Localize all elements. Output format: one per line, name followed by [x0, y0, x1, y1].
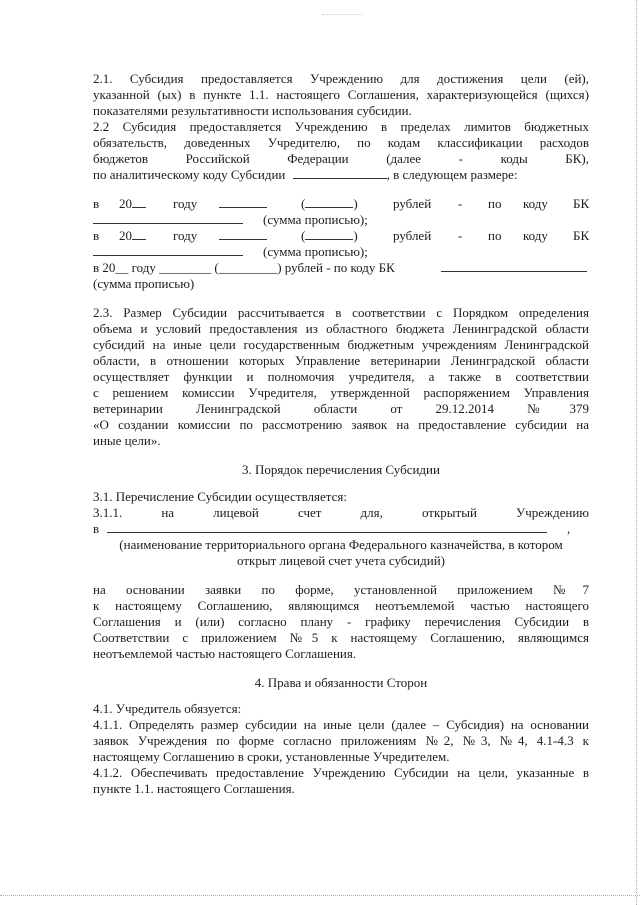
clause-2-3-line-6: с решением комиссии Учредителя, утвержденной распоряжением Управления — [93, 385, 589, 400]
sum-words: (сумма прописью); — [263, 244, 368, 259]
amount-paren: ( ) — [301, 228, 358, 243]
treasury-caption-1: (наименование территориального органа Федерального казначейства, в котором — [119, 537, 563, 552]
year-prefix: 20 — [119, 228, 132, 243]
clause-2-2-line-3: бюджетов Российской Федерации (далее - коды БК), — [93, 151, 589, 166]
clause-4-1: 4.1. Учредитель обязуется: — [93, 701, 242, 716]
clause-2-3-line-7: ветеринарии Ленинградской области от 29.12.2014 №379 — [93, 401, 589, 416]
clause-2-2-line-2: обязательств, доведенных Учредителю, по кодам классификации расходов — [93, 135, 589, 150]
bk-code-blank — [93, 244, 243, 256]
clause-3-body-line-1: на основании заявки по форме, установленной приложением №7 — [93, 582, 589, 597]
amount-digits-blank — [305, 196, 353, 208]
treasury-caption-2: открыт лицевой счет учета субсидий) — [237, 553, 445, 568]
clause-4-1-2-line-2: пункте 1.1. настоящего Соглашения. — [93, 781, 295, 796]
amount-blank — [219, 228, 267, 240]
amount-digits-blank — [305, 228, 353, 240]
clause-3-1: 3.1. Перечисление Субсидии осуществляется: — [93, 489, 347, 504]
rub-word: рублей — [393, 196, 432, 211]
clause-2-3-line-4: области, в отношении которых Управление ветеринарии Ленинградской области — [93, 353, 589, 368]
budget-row-1-sum — [93, 212, 589, 228]
year-blank — [132, 196, 146, 208]
treasury-blank — [107, 521, 547, 533]
rub-word: рублей — [393, 228, 432, 243]
analytic-code-tail: , в следующем размере: — [386, 167, 518, 182]
budget-year — [119, 196, 146, 212]
bk-word: БК — [573, 228, 590, 243]
bk-word: БК — [573, 196, 590, 211]
clause-4-1-1-line-3: настоящему Соглашению в сроки, установленные Учредителем. — [93, 749, 450, 764]
clause-4-1-1-line-2: заявок Учреждения по форме согласно приложениям №2, №3, №4, 4.1-4.3 к — [93, 733, 589, 748]
budget-row-3 — [93, 260, 589, 276]
dash: - — [458, 196, 463, 211]
clause-2-3-line-3: субсидий на иные цели государственным бюджетным учреждениям Ленинградской — [93, 337, 589, 352]
clause-3-1-1-line-2 — [93, 521, 589, 537]
clause-2-1-line-3: показателями результативности использования субсидии. — [93, 103, 412, 118]
sum-words: (сумма прописью); — [263, 212, 368, 227]
clause-3-body-line-5: неотъемлемой частью настоящего Соглашения. — [93, 646, 357, 661]
in-word: в — [93, 521, 100, 536]
clause-4-1-1-line-1: 4.1.1. Определять размер субсидии на иные цели (далее – Субсидия) на основании — [93, 717, 589, 732]
page-edge-right — [636, 0, 638, 905]
amount-paren: ( ) — [301, 196, 358, 211]
analytic-code-blank — [293, 167, 387, 179]
budget-row-2-sum — [93, 244, 589, 260]
comma: , — [567, 521, 571, 536]
budget-in: в — [93, 228, 100, 243]
dash: - — [458, 228, 463, 243]
scan-artifact — [322, 14, 362, 16]
clause-4-1-2-line-1: 4.1.2. Обеспечивать предоставление Учреждению Субсидии на цели, указанные в — [93, 765, 589, 780]
code-word: коду — [523, 196, 548, 211]
section-3-heading: 3. Порядок перечисления Субсидии — [242, 462, 440, 477]
clause-3-body-line-4: Соответствии с приложением №5 к настоящему Соглашению, являющимся — [93, 630, 589, 645]
clause-2-1-line-1: 2.1. Субсидия предоставляется Учреждению для достижения цели (ей), — [93, 71, 589, 86]
amount-blank — [219, 196, 267, 208]
year-word: году — [173, 228, 198, 243]
year-word: году — [173, 196, 198, 211]
budget-in: в — [93, 196, 100, 211]
clause-3-body-line-2: к настоящему Соглашению, являющимся неотъемлемой частью настоящего — [93, 598, 589, 613]
clause-2-3-line-1: 2.3. Размер Субсидии рассчитывается в соответствии с Порядком определения — [93, 305, 589, 320]
year-prefix: 20 — [119, 196, 132, 211]
clause-2-1-line-2: указанной (ых) в пункте 1.1. настоящего Соглашения, характеризующейся (щихся) — [93, 87, 589, 102]
budget-row-2 — [93, 228, 589, 244]
budget-row-1 — [93, 196, 589, 212]
clause-2-3-line-9: иные цели». — [93, 433, 161, 448]
code-word: коду — [523, 228, 548, 243]
clause-3-1-1-line-1: 3.1.1. на лицевой счет для, открытый Учреждению — [93, 505, 589, 520]
analytic-code-label: по аналитическому коду Субсидии — [93, 167, 286, 182]
clause-3-body-line-3: Соглашения и (или) согласно плану - графику перечисления Субсидии в — [93, 614, 589, 629]
po-word: по — [488, 196, 502, 211]
bk-code-blank — [93, 212, 243, 224]
budget-row-3-text: в 20__ году ________ (_________) рублей - по коду БК — [93, 260, 395, 275]
bk-code-blank — [441, 260, 587, 272]
clause-2-3-line-2: объема и условий предоставления из областного бюджета Ленинградской области — [93, 321, 589, 336]
clause-2-2-line-1: 2.2 Субсидия предоставляется Учреждению в пределах лимитов бюджетных — [93, 119, 589, 134]
budget-row-3-sum: (сумма прописью) — [93, 276, 195, 291]
page-edge-bottom — [0, 895, 640, 897]
section-4-heading: 4. Права и обязанности Сторон — [254, 675, 428, 690]
clause-2-3-line-5: осуществляет функции и полномочия учредителя, а также в соответствии — [93, 369, 589, 384]
year-blank — [132, 228, 146, 240]
budget-year — [119, 228, 146, 244]
po-word: по — [488, 228, 502, 243]
clause-2-3-line-8: «О создании комиссии по рассмотрению заявок на предоставление субсидии на — [93, 417, 589, 432]
clause-2-2-line-4 — [93, 167, 589, 183]
